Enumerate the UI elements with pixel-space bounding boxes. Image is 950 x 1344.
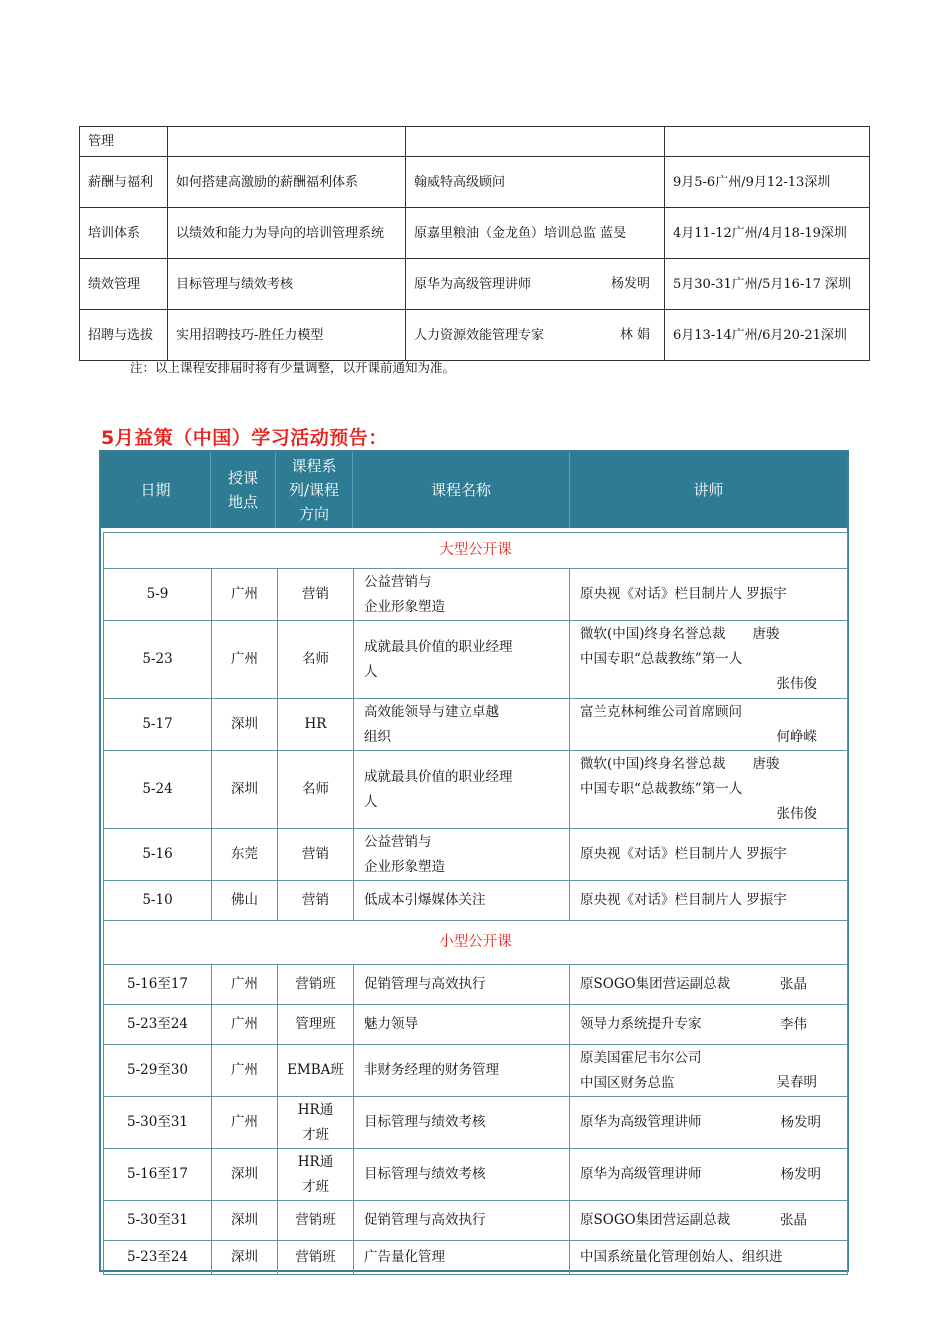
table-row xyxy=(104,621,848,699)
table-row xyxy=(104,751,848,829)
date-cell: 5-16 xyxy=(104,829,212,881)
date-cell: 5-30至31 xyxy=(104,1097,212,1149)
date-cell: 5-30至31 xyxy=(104,1201,212,1241)
lecturer-cell: 原央视《对话》栏目制片人 罗振宇 xyxy=(570,829,848,881)
table-row xyxy=(104,1005,848,1045)
table-row xyxy=(104,1201,848,1241)
course-cell: 公益营销与 企业形象塑造 xyxy=(354,569,570,621)
table-row xyxy=(104,965,848,1005)
lecturer-cell: 原嘉里粮油（金龙鱼）培训总监 蓝旻 xyxy=(406,208,665,259)
lecturer-name: 何峥嵘 xyxy=(776,728,818,745)
course-cell: 非财务经理的财务管理 xyxy=(354,1045,570,1097)
schedule-header xyxy=(101,452,847,528)
lecturer-cell xyxy=(406,259,665,310)
city-cell: 广州 xyxy=(212,1097,278,1149)
course-cell: 成就最具价值的职业经理 人 xyxy=(354,751,570,829)
section-row xyxy=(104,921,848,965)
note-text: 注：以上课程安排届时将有少量调整，以开课前通知为准。 xyxy=(130,360,456,375)
course-cell: 魅力领导 xyxy=(354,1005,570,1045)
lecturer-cell xyxy=(406,310,665,361)
section-large: 大型公开课 xyxy=(104,533,848,569)
lecturer-cell: 原SOGO集团营运副总裁 张晶 xyxy=(570,1201,848,1241)
course-cell: 公益营销与 企业形象塑造 xyxy=(354,829,570,881)
section-row xyxy=(104,533,848,569)
course-cell: 促销管理与高效执行 xyxy=(354,965,570,1005)
area-cell: 培训体系 xyxy=(80,208,168,259)
city-cell: 深圳 xyxy=(212,1149,278,1201)
series-cell: 名师 xyxy=(278,621,354,699)
table-row xyxy=(80,208,870,259)
city-cell: 佛山 xyxy=(212,881,278,921)
area-cell: 绩效管理 xyxy=(80,259,168,310)
area-cell: 管理 xyxy=(80,127,168,157)
city-cell: 广州 xyxy=(212,965,278,1005)
table-row xyxy=(104,1149,848,1201)
table-row xyxy=(104,881,848,921)
lecturer-cell: 原华为高级管理讲师 杨发明 xyxy=(570,1149,848,1201)
date-cell: 5-23至24 xyxy=(104,1241,212,1275)
series-cell: EMBA班 xyxy=(278,1045,354,1097)
section-small: 小型公开课 xyxy=(104,921,848,965)
table-row xyxy=(104,829,848,881)
series-cell: 营销班 xyxy=(278,1201,354,1241)
date-cell: 5-29至30 xyxy=(104,1045,212,1097)
city-cell: 深圳 xyxy=(212,699,278,751)
lecturer-cell: 中国系统量化管理创始人、组织进 xyxy=(570,1241,848,1275)
header-series: 课程系列/课程方向 xyxy=(288,457,340,523)
series-cell: 营销 xyxy=(278,569,354,621)
lecturer-name: 李伟 xyxy=(780,1016,808,1032)
lecturer-title: 原华为高级管理讲师 xyxy=(414,276,532,292)
table-row xyxy=(80,157,870,208)
table-row xyxy=(80,310,870,361)
city-cell: 深圳 xyxy=(212,1201,278,1241)
header-date: 日期 xyxy=(140,481,171,499)
course-plan-table xyxy=(79,126,870,361)
lecturer-cell: 原美国霍尼韦尔公司 中国区财务总监 吴春明 xyxy=(570,1045,848,1097)
series-cell: 名师 xyxy=(278,751,354,829)
date-cell: 5-9 xyxy=(104,569,212,621)
series-cell: 营销班 xyxy=(278,965,354,1005)
date-cell: 5-16至17 xyxy=(104,1149,212,1201)
course-cell: 高效能领导与建立卓越 组织 xyxy=(354,699,570,751)
course-cell: 如何搭建高激励的薪酬福利体系 xyxy=(168,157,406,208)
lecturer-name: 吴春明 xyxy=(776,1074,818,1091)
table-row xyxy=(104,569,848,621)
lecturer-name: 张伟俊 xyxy=(776,676,818,692)
table-row xyxy=(80,127,870,157)
lecturer-cell: 原SOGO集团营运副总裁 张晶 xyxy=(570,965,848,1005)
lecturer-title: 人力资源效能管理专家 xyxy=(414,327,545,343)
schedule-table xyxy=(99,450,849,1272)
header-lecturer: 讲师 xyxy=(693,481,724,499)
lecturer-cell: 微软(中国)终身名誉总裁 唐骏 中国专职“总裁教练”第一人 张伟俊 xyxy=(570,621,848,699)
course-cell: 实用招聘技巧-胜任力模型 xyxy=(168,310,406,361)
date-cell: 5-17 xyxy=(104,699,212,751)
series-cell: 营销 xyxy=(278,881,354,921)
date-cell: 5-23 xyxy=(104,621,212,699)
lecturer-cell: 微软(中国)终身名誉总裁 唐骏 中国专职“总裁教练”第一人 张伟俊 xyxy=(570,751,848,829)
lecturer-cell: 领导力系统提升专家 李伟 xyxy=(570,1005,848,1045)
course-cell: 广告量化管理 xyxy=(354,1241,570,1275)
date-cell: 5-10 xyxy=(104,881,212,921)
city-cell: 广州 xyxy=(212,569,278,621)
city-cell: 广州 xyxy=(212,1005,278,1045)
header-course: 课程名称 xyxy=(430,481,491,499)
series-cell: HR通才班 xyxy=(278,1149,354,1201)
date-cell: 5-23至24 xyxy=(104,1005,212,1045)
lecturer-cell: 原央视《对话》栏目制片人 罗振宇 xyxy=(570,569,848,621)
city-cell: 广州 xyxy=(212,621,278,699)
lecturer-name: 张伟俊 xyxy=(776,806,818,822)
table-row xyxy=(104,1097,848,1149)
area-cell: 招聘与选拔 xyxy=(80,310,168,361)
date-cell: 5-24 xyxy=(104,751,212,829)
area-cell: 薪酬与福利 xyxy=(80,157,168,208)
lecturer-name: 林 娟 xyxy=(619,327,650,343)
city-cell: 深圳 xyxy=(212,751,278,829)
course-cell: 促销管理与高效执行 xyxy=(354,1201,570,1241)
series-cell: 营销 xyxy=(278,829,354,881)
schedule-cell: 9月5-6广州/9月12-13深圳 xyxy=(665,157,870,208)
city-cell: 东莞 xyxy=(212,829,278,881)
section-title: 5月益策（中国）学习活动预告： xyxy=(101,427,388,449)
schedule-cell: 5月30-31广州/5月16-17 深圳 xyxy=(665,259,870,310)
lecturer-cell: 翰威特高级顾问 xyxy=(406,157,665,208)
series-cell: 管理班 xyxy=(278,1005,354,1045)
city-cell: 深圳 xyxy=(212,1241,278,1275)
lecturer-cell: 富兰克林柯维公司首席顾问 何峥嵘 xyxy=(570,699,848,751)
course-cell: 目标管理与绩效考核 xyxy=(354,1149,570,1201)
lecturer-cell: 原华为高级管理讲师 杨发明 xyxy=(570,1097,848,1149)
lecturer-name: 杨发明 xyxy=(780,1166,822,1182)
lecturer-name: 杨发明 xyxy=(780,1114,822,1130)
series-cell: HR通才班 xyxy=(278,1097,354,1149)
course-cell: 低成本引爆媒体关注 xyxy=(354,881,570,921)
lecturer-name: 张晶 xyxy=(780,976,808,992)
course-cell: 目标管理与绩效考核 xyxy=(168,259,406,310)
course-cell: 成就最具价值的职业经理 人 xyxy=(354,621,570,699)
lecturer-name: 杨发明 xyxy=(610,276,650,292)
lecturer-cell: 原央视《对话》栏目制片人 罗振宇 xyxy=(570,881,848,921)
series-cell: 营销班 xyxy=(278,1241,354,1275)
schedule-body xyxy=(103,532,848,1275)
course-cell: 以绩效和能力为导向的培训管理系统 xyxy=(168,208,406,259)
table-row xyxy=(104,699,848,751)
table-row xyxy=(104,1241,848,1275)
series-cell: HR xyxy=(278,699,354,751)
header-location: 授课地点 xyxy=(227,469,258,511)
lecturer-name: 张晶 xyxy=(780,1212,808,1228)
schedule-cell: 4月11-12广州/4月18-19深圳 xyxy=(665,208,870,259)
city-cell: 广州 xyxy=(212,1045,278,1097)
course-cell: 目标管理与绩效考核 xyxy=(354,1097,570,1149)
schedule-cell: 6月13-14广州/6月20-21深圳 xyxy=(665,310,870,361)
table-row xyxy=(80,259,870,310)
date-cell: 5-16至17 xyxy=(104,965,212,1005)
table-row xyxy=(104,1045,848,1097)
